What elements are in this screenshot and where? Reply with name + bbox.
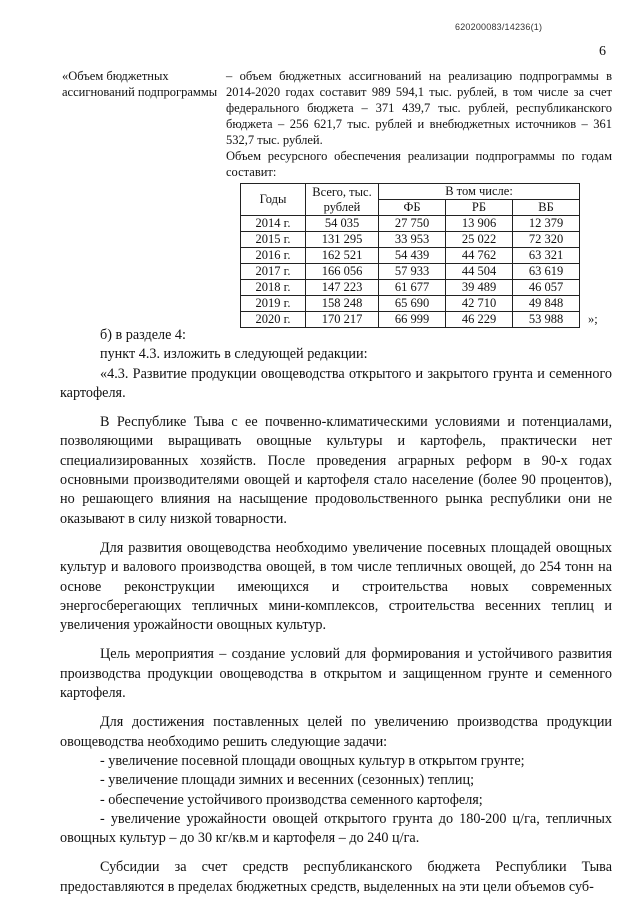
document-id-stamp: 620200083/14236(1) <box>455 22 543 32</box>
passport-label: «Объем бюджетных ассигнований подпрограммы <box>62 69 218 99</box>
cell-year: 2019 г. <box>241 296 306 312</box>
paragraph: пункт 4.3. изложить в следующей редакции: <box>100 346 368 363</box>
cell-fb: 54 439 <box>379 248 446 264</box>
list-item: - увеличение урожайности овощей открытого грунта до 180-200 ц/га, тепличных овощных культур – до 30 кг/кв.м и картофеля – до 240 ц/га. <box>60 810 612 847</box>
cell-total: 131 295 <box>306 232 379 248</box>
table-row <box>241 296 580 312</box>
page-number: 6 <box>599 44 606 59</box>
subsection-heading: б) в разделе 4: <box>100 327 186 343</box>
cell-rb: 25 022 <box>446 232 513 248</box>
cell-vb: 53 988 <box>513 312 580 328</box>
paragraph: Субсидии за счет средств республиканского бюджета Республики Тыва предоставляются в пределах бюджетных средств, выделенных на эти цели объемов суб- <box>60 859 612 895</box>
cell-rb: 39 489 <box>446 280 513 296</box>
header-total: Всего, тыс. рублей <box>306 184 379 216</box>
paragraph: В Республике Тыва с ее почвенно-климатическими условиями и потенциалами, позволяющими выращивать овощные культуры и картофель, практически нет специализированных хозяйств. После проведения аграрных реформ в 90-х годах основными производителями овощей и картофеля стало население (более 90 процентов), но решающего влияния на насыщение продовольственного рынка республики они не оказывают в силу низкой товарности. <box>60 414 612 527</box>
cell-rb: 13 906 <box>446 216 513 232</box>
cell-total: 162 521 <box>306 248 379 264</box>
cell-total: 54 035 <box>306 216 379 232</box>
cell-fb: 57 933 <box>379 264 446 280</box>
resource-table <box>240 183 580 328</box>
passport-funding-text: объем бюджетных ассигнований на реализацию подпрограммы в 2014-2020 годах составит 989 594,1 тыс. рублей, в том числе за счет федерального бюджета – 371 439,7 тыс. рублей, республиканского бюджета – 256 621,7 тыс. рублей и внебюджетных источников – 361 532,7 тыс. рублей. <box>226 69 612 147</box>
cell-rb: 44 762 <box>446 248 513 264</box>
passport-text-2: Объем ресурсного обеспечения реализации подпрограммы по годам составит: <box>226 149 612 179</box>
paragraph: Для развития овощеводства необходимо увеличение посевных площадей овощных культур и валового производства овощей, в том числе тепличных овощей, до 254 тонн на основе реконструкции имеющихся и строительства новых современных энергосберегающих тепличных мини-комплексов, строительства весенних теплиц и увеличения урожайности овощных культур. <box>60 539 612 634</box>
passport-dash: – <box>226 69 233 83</box>
cell-fb: 65 690 <box>379 296 446 312</box>
document-body <box>60 326 612 897</box>
table-row <box>241 280 580 296</box>
table-closing-quote: »; <box>588 312 598 326</box>
cell-vb: 72 320 <box>513 232 580 248</box>
cell-total: 158 248 <box>306 296 379 312</box>
list-item: - увеличение площади зимних и весенних (сезонных) теплиц; <box>100 772 475 789</box>
cell-vb: 63 619 <box>513 264 580 280</box>
cell-fb: 61 677 <box>379 280 446 296</box>
cell-vb: 63 321 <box>513 248 580 264</box>
cell-year: 2015 г. <box>241 232 306 248</box>
header-rb: РБ <box>446 200 513 216</box>
cell-fb: 66 999 <box>379 312 446 328</box>
cell-rb: 46 229 <box>446 312 513 328</box>
header-including: В том числе: <box>379 184 580 200</box>
passport-text <box>226 68 612 148</box>
table-row <box>241 232 580 248</box>
paragraph: Для достижения поставленных целей по увеличению производства продукции овощеводства необходимо решить следующие задачи: <box>60 714 612 750</box>
header-years: Годы <box>241 184 306 216</box>
cell-fb: 27 750 <box>379 216 446 232</box>
header-fb: ФБ <box>379 200 446 216</box>
cell-rb: 44 504 <box>446 264 513 280</box>
passport-value <box>226 68 612 180</box>
list-item: - обеспечение устойчивого производства семенного картофеля; <box>100 791 483 808</box>
cell-year: 2018 г. <box>241 280 306 296</box>
cell-total: 147 223 <box>306 280 379 296</box>
cell-total: 166 056 <box>306 264 379 280</box>
cell-fb: 33 953 <box>379 232 446 248</box>
cell-vb: 46 057 <box>513 280 580 296</box>
table-row <box>241 248 580 264</box>
header-vb: ВБ <box>513 200 580 216</box>
cell-year: 2016 г. <box>241 248 306 264</box>
table-row <box>241 264 580 280</box>
cell-year: 2020 г. <box>241 312 306 328</box>
paragraph: Цель мероприятия – создание условий для формирования и устойчивого развития производства продукции овощеводства в открытом и защищенном грунте и семенного картофеля. <box>60 646 612 702</box>
cell-rb: 42 710 <box>446 296 513 312</box>
cell-year: 2017 г. <box>241 264 306 280</box>
cell-vb: 12 379 <box>513 216 580 232</box>
cell-vb: 49 848 <box>513 296 580 312</box>
cell-year: 2014 г. <box>241 216 306 232</box>
cell-total: 170 217 <box>306 312 379 328</box>
section-title: «4.3. Развитие продукции овощеводства открытого и закрытого грунта и семенного картофеля. <box>60 365 612 401</box>
list-item: - увеличение посевной площади овощных культур в открытом грунте; <box>100 752 525 769</box>
table-row <box>241 216 580 232</box>
